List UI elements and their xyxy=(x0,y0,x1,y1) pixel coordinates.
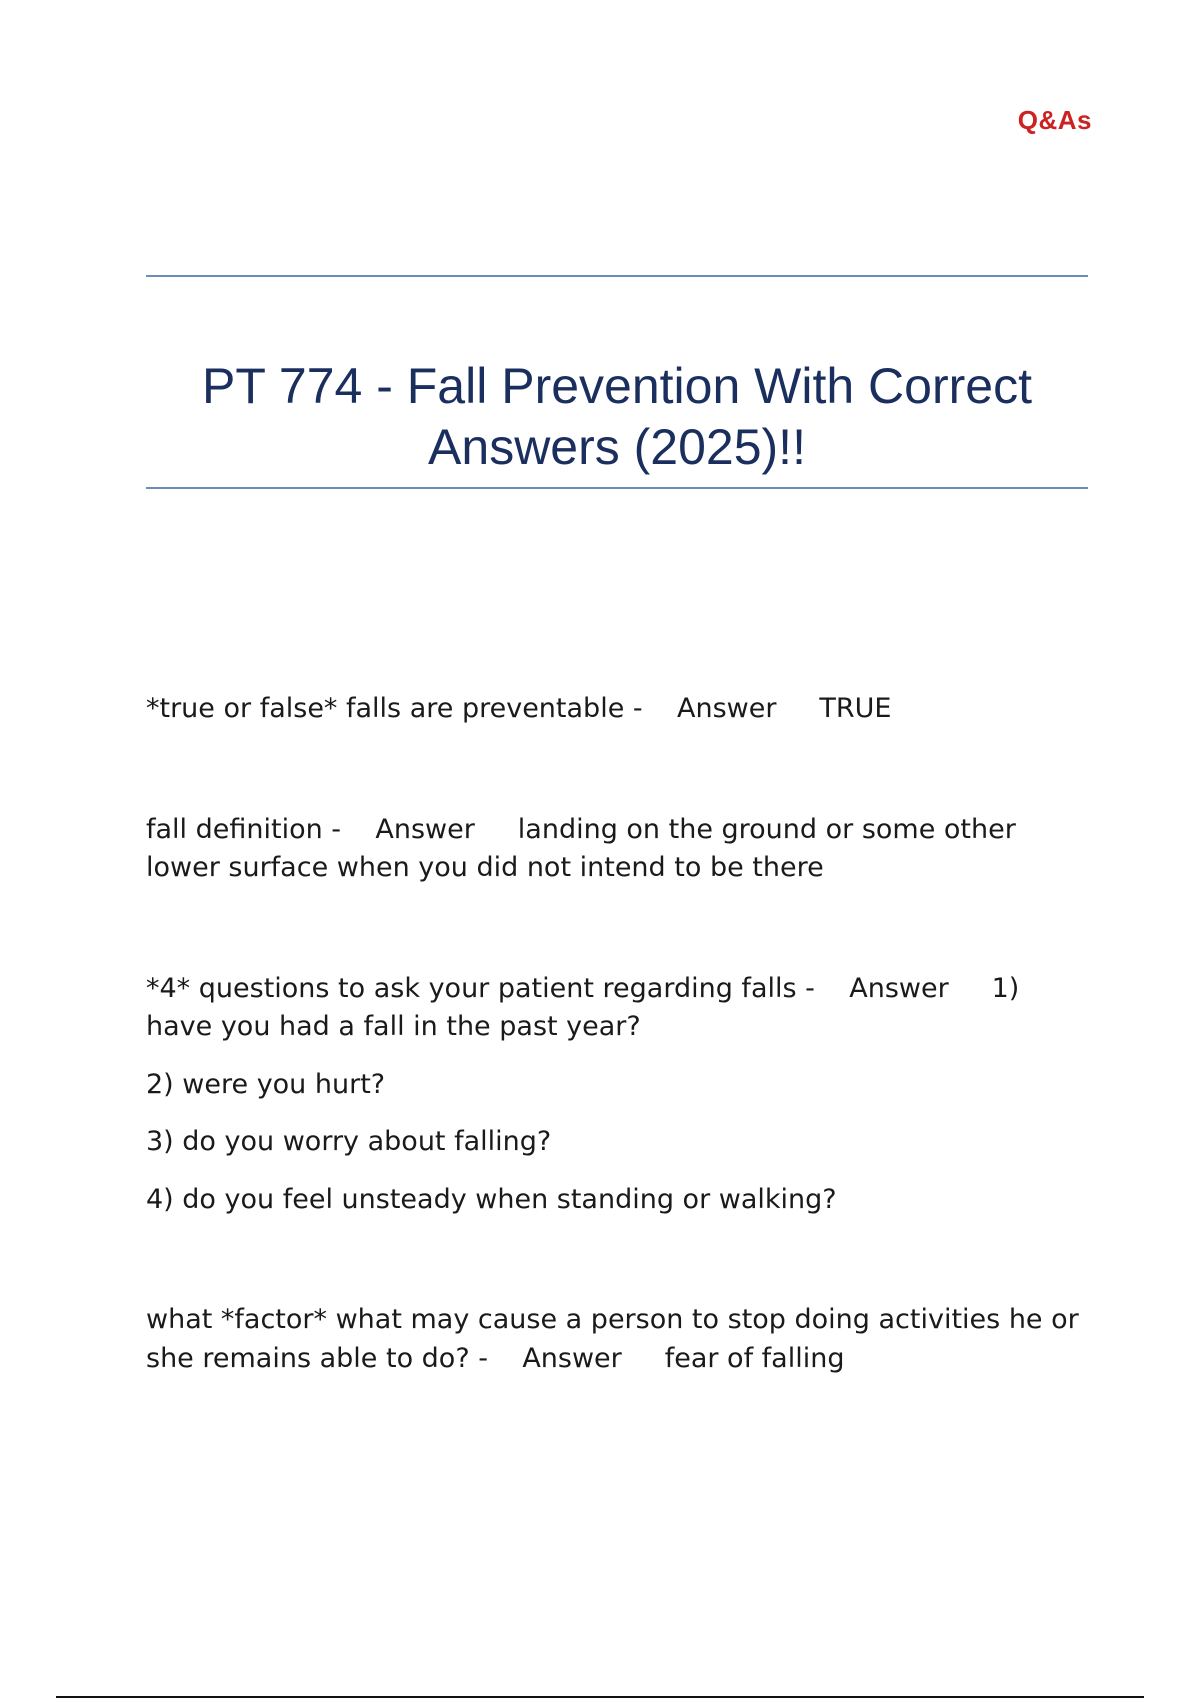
qa-item xyxy=(146,690,1088,729)
title-top-rule xyxy=(146,275,1088,277)
qa-answer: landing on the ground or some other lower surface when you did not intend to be there xyxy=(146,813,1016,883)
document-title: PT 774 - Fall Prevention With Correct Answers (2025)!! xyxy=(202,358,1032,475)
qa-answer: 1) have you had a fall in the past year? xyxy=(146,972,1020,1042)
qa-question: fall definition - xyxy=(146,813,342,845)
qa-item xyxy=(146,970,1088,1220)
qa-answer-line: 4) do you feel unsteady when standing or walking? xyxy=(146,1183,837,1215)
qa-answer-label: Answer xyxy=(849,972,949,1004)
qa-list xyxy=(146,690,1088,1460)
qa-question: what *factor* what may cause a person to stop doing activities he or she remains able to do? - xyxy=(146,1304,1079,1374)
qa-answer-line: 2) were you hurt? xyxy=(146,1068,386,1100)
qa-paragraph xyxy=(146,690,1088,729)
qa-answer-label: Answer xyxy=(676,693,777,724)
qa-answer: TRUE xyxy=(819,693,892,724)
qa-item xyxy=(146,811,1088,888)
qa-answer-label: Answer xyxy=(375,813,475,845)
footer-rule xyxy=(56,1696,1144,1698)
qa-question: *4* questions to ask your patient regarding falls - xyxy=(146,972,815,1004)
qa-question: *true or false* falls are preventable - xyxy=(146,693,643,724)
qa-paragraph xyxy=(146,1301,1088,1378)
title-bottom-rule xyxy=(146,487,1088,489)
qa-answer-label: Answer xyxy=(522,1342,622,1374)
qa-paragraph xyxy=(146,970,1088,1047)
header-tag: Q&As xyxy=(1017,105,1092,135)
qa-answer-line: 3) do you worry about falling? xyxy=(146,1126,552,1157)
qa-answer: fear of falling xyxy=(664,1342,845,1374)
qa-paragraph xyxy=(146,811,1088,888)
qa-item xyxy=(146,1301,1088,1378)
